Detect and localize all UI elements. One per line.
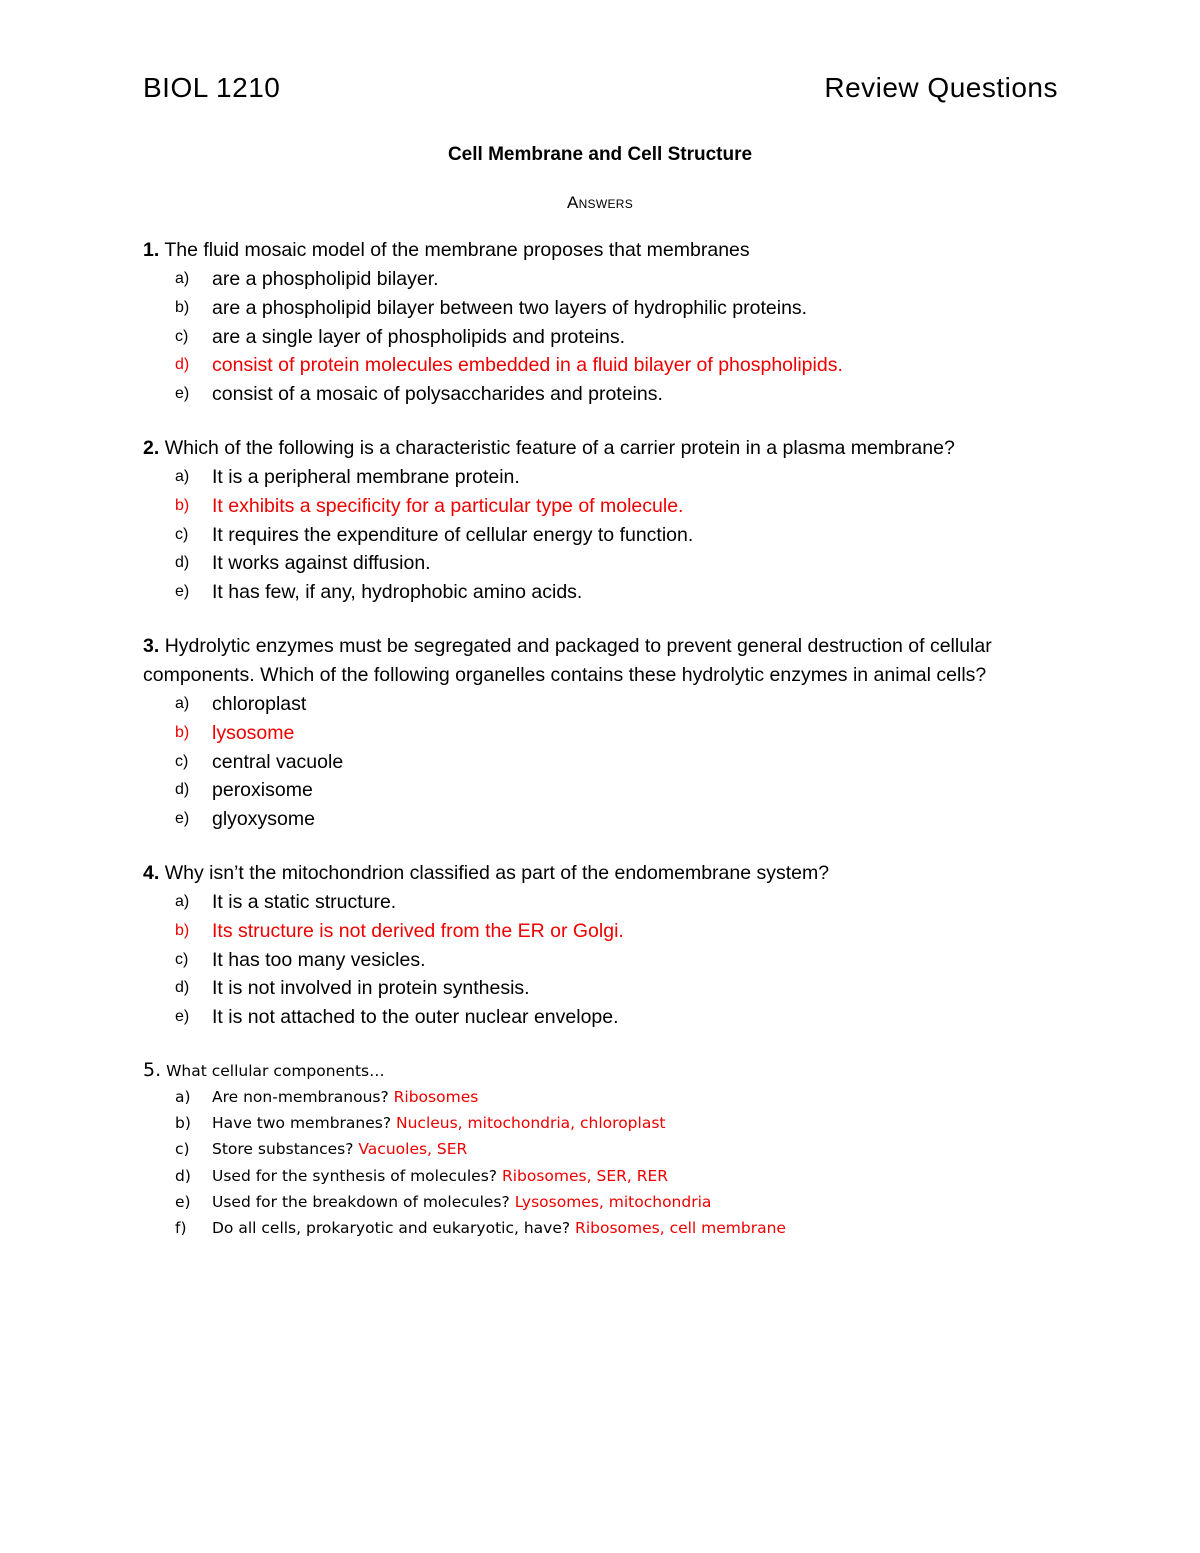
option-text: It is not involved in protein synthesis. (212, 977, 530, 1000)
item-answer: Ribosomes (393, 1087, 479, 1106)
item-prompt: Do all cells, prokaryotic and eukaryotic, have? (212, 1218, 571, 1237)
option-letter: c) (175, 950, 189, 968)
short-answer-item (143, 1215, 1063, 1241)
question-5 (143, 1057, 1063, 1241)
option-letter: d) (175, 356, 190, 374)
question-text: Which of the following is a characteristic feature of a carrier protein in a plasma membrane? (164, 436, 955, 459)
option-text: glyoxysome (212, 808, 315, 831)
short-answer-item (143, 1189, 1063, 1215)
option (143, 323, 1063, 352)
item-body (212, 1215, 786, 1241)
answer-list (143, 1084, 1063, 1241)
option-text: It is not attached to the outer nuclear envelope. (212, 1006, 619, 1029)
question-number: 4. (143, 861, 160, 884)
option (143, 1003, 1063, 1032)
question-number: 2. (143, 436, 160, 459)
option (143, 888, 1063, 917)
item-prompt: Store substances? (212, 1140, 354, 1159)
option (143, 265, 1063, 294)
item-prompt: Have two membranes? (212, 1114, 392, 1133)
option-list (143, 690, 1063, 834)
item-body (212, 1084, 478, 1110)
question-text: What cellular components… (166, 1061, 385, 1080)
option (143, 549, 1063, 578)
page-title: Cell Membrane and Cell Structure (447, 144, 753, 165)
option-letter: d) (175, 979, 190, 997)
item-body (212, 1110, 665, 1136)
question-4 (143, 859, 1063, 1032)
correct-option (143, 351, 1063, 380)
item-answer: Nucleus, mitochondria, chloroplast (396, 1114, 666, 1133)
option-text: It has too many vesicles. (212, 948, 426, 971)
document-type: Review Questions (824, 72, 1058, 103)
option-list (143, 463, 1063, 607)
item-answer: Ribosomes, cell membrane (575, 1218, 786, 1237)
question-number: 3. (143, 634, 160, 657)
option (143, 776, 1063, 805)
option-letter: b) (175, 496, 190, 514)
option-text: It exhibits a specificity for a particular type of molecule. (212, 494, 684, 517)
item-answer: Ribosomes, SER, RER (501, 1166, 669, 1185)
option-text: lysosome (212, 721, 295, 744)
item-letter: d) (175, 1166, 191, 1185)
item-prompt: Used for the breakdown of molecules? (212, 1192, 510, 1211)
option-text: Its structure is not derived from the ER or Golgi. (212, 919, 624, 942)
question-stem (143, 434, 1063, 463)
short-answer-item (143, 1110, 1063, 1136)
option-letter: e) (175, 810, 190, 828)
option (143, 748, 1063, 777)
option-letter: a) (175, 270, 190, 287)
question-stem (143, 236, 1063, 265)
option-letter: a) (175, 892, 190, 910)
option-letter: b) (175, 723, 190, 741)
option (143, 690, 1063, 719)
item-letter: b) (175, 1114, 191, 1133)
option-text: are a phospholipid bilayer. (212, 268, 439, 290)
option-letter: c) (175, 752, 189, 770)
option (143, 578, 1063, 607)
question-stem (143, 632, 1063, 690)
option-letter: a) (175, 467, 190, 485)
option (143, 380, 1063, 409)
question-list (143, 236, 1063, 1266)
option-letter: c) (175, 525, 189, 543)
option-text: peroxisome (212, 779, 313, 802)
question-text: Hydrolytic enzymes must be segregated and packaged to prevent general destruction of cellular components. Which of the following organelles contains these hydrolytic enzymes in animal cells? (143, 634, 992, 686)
multiple-choice-questions (143, 236, 1063, 1032)
item-answer: Vacuoles, SER (358, 1140, 468, 1159)
option (143, 974, 1063, 1003)
page-subtitle: Answers (566, 193, 634, 212)
question-2 (143, 434, 1063, 607)
item-body (212, 1136, 467, 1162)
option (143, 521, 1063, 550)
short-answer-item (143, 1136, 1063, 1162)
option-text: consist of a mosaic of polysaccharides and proteins. (212, 383, 663, 406)
option-letter: c) (175, 327, 189, 345)
course-code: BIOL 1210 (143, 72, 281, 103)
option-letter: b) (175, 921, 190, 939)
correct-option (143, 719, 1063, 748)
option-text: It is a peripheral membrane protein. (212, 465, 520, 488)
question-stem (143, 859, 1063, 888)
option-letter: e) (175, 583, 190, 601)
option-list (143, 888, 1063, 1032)
option-letter: d) (175, 554, 190, 572)
correct-option (143, 917, 1063, 946)
option-text: central vacuole (212, 750, 344, 773)
option (143, 805, 1063, 834)
question-3 (143, 632, 1063, 834)
question-1 (143, 236, 1063, 409)
option (143, 946, 1063, 975)
question-stem (143, 1057, 1063, 1084)
question-number: 5. (143, 1058, 162, 1081)
option-text: It works against diffusion. (212, 552, 431, 575)
item-body (212, 1163, 668, 1189)
question-number: 1. (143, 239, 160, 261)
option-letter: a) (175, 694, 190, 712)
option-list (143, 265, 1063, 409)
option-text: It is a static structure. (212, 890, 397, 913)
item-letter: a) (175, 1087, 191, 1106)
item-prompt: Are non-membranous? (212, 1087, 389, 1106)
option-text: are a single layer of phospholipids and proteins. (212, 325, 626, 348)
question-text: The fluid mosaic model of the membrane proposes that membranes (164, 239, 750, 261)
option-text: It has few, if any, hydrophobic amino acids. (212, 581, 583, 604)
option (143, 294, 1063, 323)
question-text: Why isn’t the mitochondrion classified as part of the endomembrane system? (164, 861, 830, 884)
item-answer: Lysosomes, mitochondria (514, 1192, 712, 1211)
item-letter: e) (175, 1192, 191, 1211)
item-letter: f) (175, 1218, 187, 1237)
option-letter: e) (175, 1008, 190, 1026)
item-letter: c) (175, 1140, 190, 1159)
item-body (212, 1189, 711, 1215)
short-answer-item (143, 1163, 1063, 1189)
short-answer-item (143, 1084, 1063, 1110)
option-text: It requires the expenditure of cellular energy to function. (212, 523, 694, 546)
item-prompt: Used for the synthesis of molecules? (212, 1166, 498, 1185)
option-text: consist of protein molecules embedded in a fluid bilayer of phospholipids. (212, 354, 843, 377)
option-letter: b) (175, 298, 190, 316)
option-text: chloroplast (212, 692, 307, 715)
correct-option (143, 492, 1063, 521)
option (143, 463, 1063, 492)
option-letter: e) (175, 385, 190, 403)
option-letter: d) (175, 781, 190, 799)
option-text: are a phospholipid bilayer between two layers of hydrophilic proteins. (212, 296, 808, 319)
